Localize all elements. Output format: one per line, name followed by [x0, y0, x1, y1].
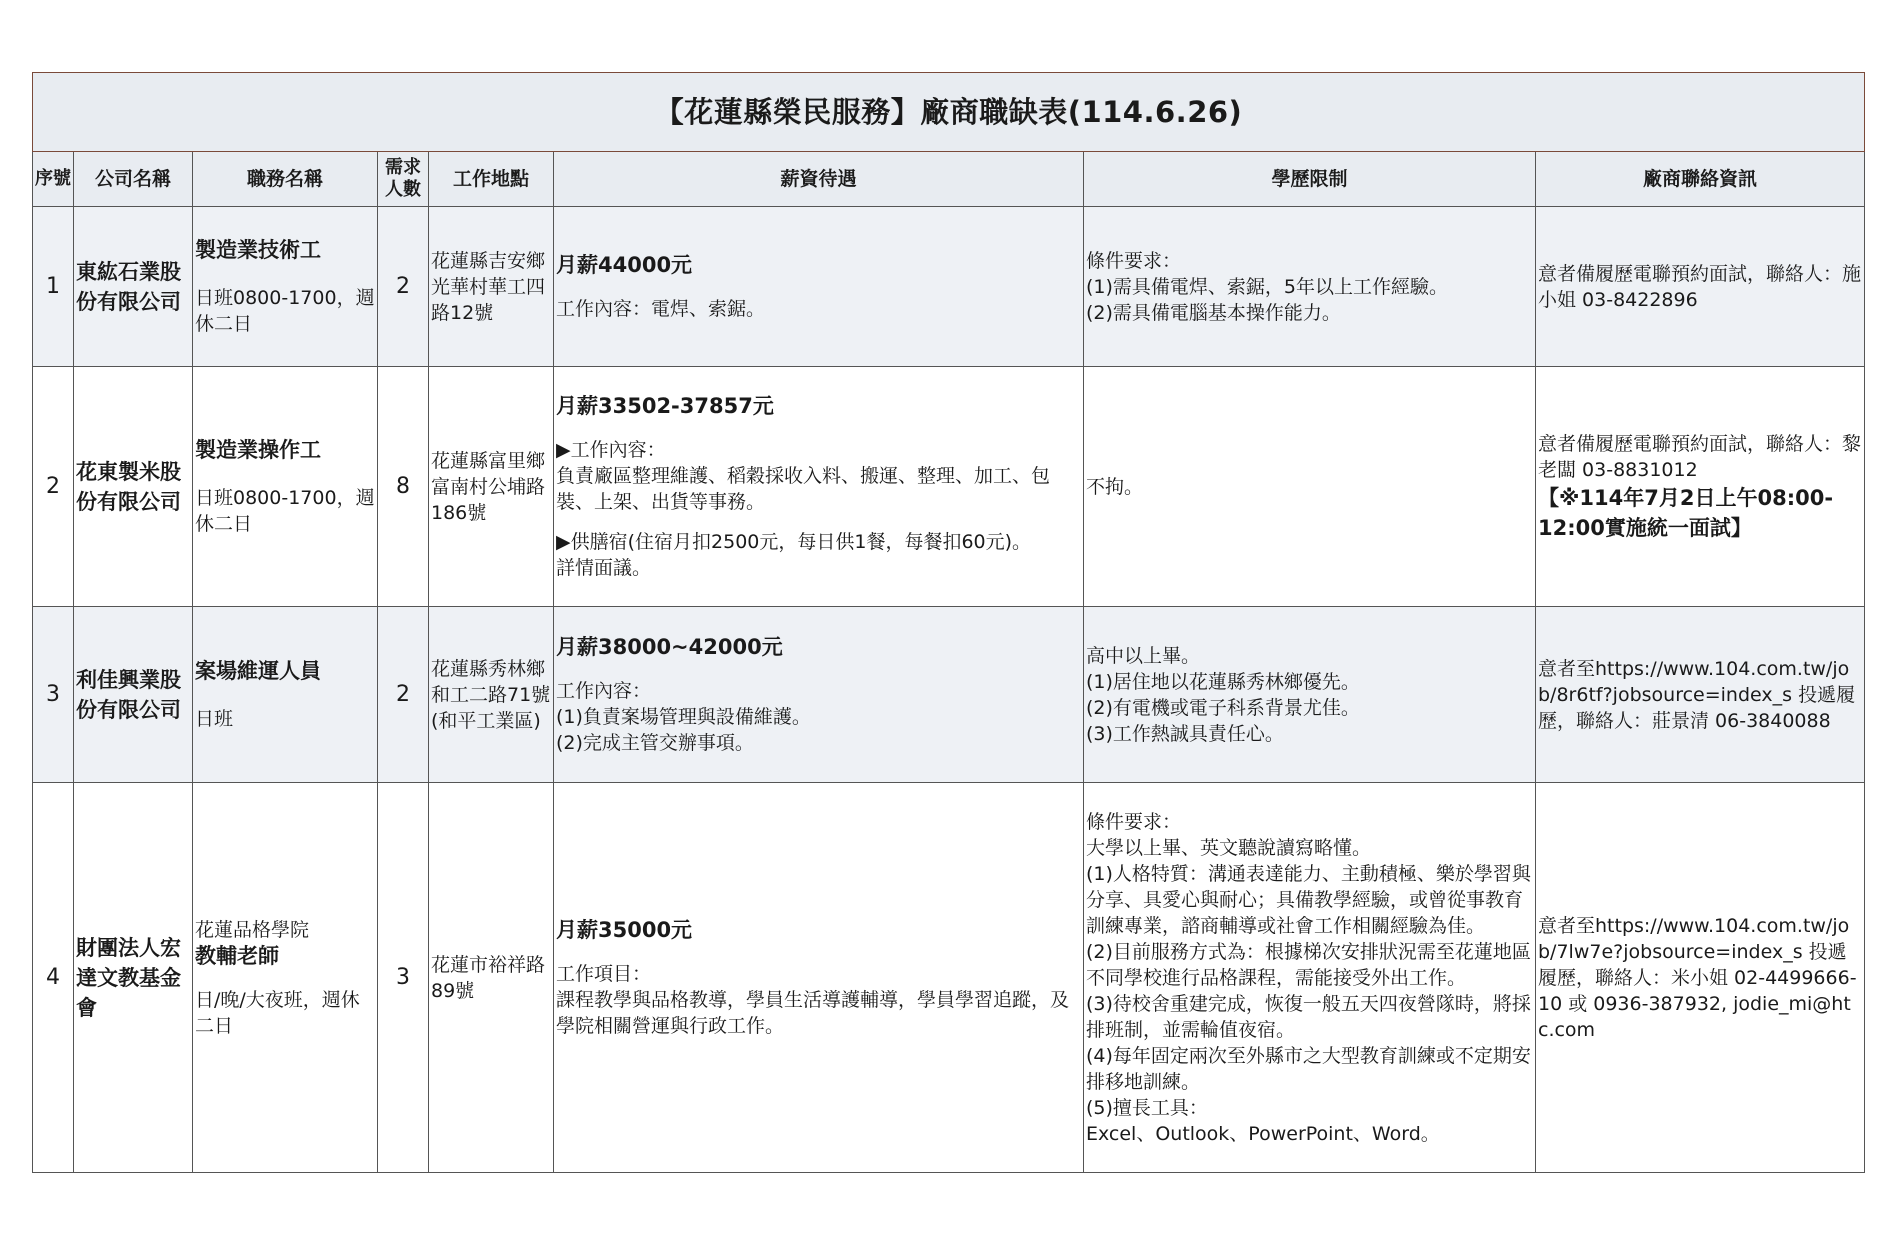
- row-salary-cell: [554, 607, 1084, 783]
- header-company: 公司名稱: [74, 152, 193, 207]
- row-company: 財團法人宏達文教基金會: [74, 783, 193, 1173]
- table-row: [33, 367, 1865, 607]
- salary-detail-line: 課程教學與品格教導，學員生活導護輔導，學員學習追蹤，及學院相關營運與行政工作。: [556, 988, 1070, 1037]
- row-location: 花蓮縣富里鄉富南村公埔路186號: [429, 367, 554, 607]
- job-vacancy-sheet: [32, 72, 1864, 1173]
- education-line: (1)需具備電焊、索鋸，5年以上工作經驗。: [1086, 275, 1449, 298]
- row-location: 花蓮市裕祥路89號: [429, 783, 554, 1173]
- header-job: 職務名稱: [193, 152, 378, 207]
- row-count: 3: [378, 783, 429, 1173]
- row-count: 8: [378, 367, 429, 607]
- salary-detail-line: 工作內容：電焊、索鋸。: [556, 297, 766, 320]
- table-row: [33, 207, 1865, 367]
- row-location: 花蓮縣吉安鄉光華村華工四路12號: [429, 207, 554, 367]
- education-line: (2)需具備電腦基本操作能力。: [1086, 301, 1341, 324]
- row-company: 花東製米股份有限公司: [74, 367, 193, 607]
- header-seq: 序號: [33, 152, 74, 207]
- contact-info: 意者至https://www.104.com.tw/job/8r6tf?jobsource=index_s 投遞履歷，聯絡人：莊景清 06-3840088: [1538, 657, 1856, 732]
- row-location: 花蓮縣秀林鄉和工二路71號(和平工業區): [429, 607, 554, 783]
- salary-detail-line: ▶供膳宿(住宿月扣2500元，每日供1餐，每餐扣60元)。: [556, 530, 1032, 553]
- header-salary: 薪資待遇: [554, 152, 1084, 207]
- vacancy-table: [32, 72, 1865, 1173]
- salary-amount: 月薪33502-37857元: [556, 393, 774, 418]
- education-line: 高中以上畢。: [1086, 644, 1201, 667]
- education-line: 條件要求：: [1086, 249, 1182, 272]
- row-salary-cell: [554, 367, 1084, 607]
- salary-amount: 月薪44000元: [556, 252, 693, 277]
- salary-detail-line: 工作內容：: [556, 679, 652, 702]
- header-location: 工作地點: [429, 152, 554, 207]
- row-seq: 2: [33, 367, 74, 607]
- education-line: (1)人格特質：溝通表達能力、主動積極、樂於學習與分享、具愛心與耐心；具備教學經驗，或曾從事教育訓練專業，諮商輔導或社會工作相關經驗為佳。: [1086, 862, 1531, 937]
- row-contact-cell: [1536, 207, 1865, 367]
- row-education-cell: [1084, 367, 1536, 607]
- table-title: 【花蓮縣榮民服務】廠商職缺表(114.6.26): [33, 73, 1865, 152]
- salary-amount: 月薪35000元: [556, 917, 693, 942]
- spacer: [556, 515, 1081, 529]
- row-education-cell: [1084, 207, 1536, 367]
- row-company: 東紘石業股份有限公司: [74, 207, 193, 367]
- header-count: 需求人數: [378, 152, 429, 207]
- row-education-cell: [1084, 607, 1536, 783]
- row-seq: 1: [33, 207, 74, 367]
- header-row: [33, 152, 1865, 207]
- row-education-cell: [1084, 783, 1536, 1173]
- row-job-cell: [193, 367, 378, 607]
- row-salary-cell: [554, 783, 1084, 1173]
- row-salary-cell: [554, 207, 1084, 367]
- row-count: 2: [378, 607, 429, 783]
- education-line: (3)待校舍重建完成，恢復一般五天四夜營隊時，將採排班制，並需輪值夜宿。: [1086, 992, 1531, 1041]
- row-seq: 3: [33, 607, 74, 783]
- row-count: 2: [378, 207, 429, 367]
- contact-info: 意者備履歷電聯預約面試，聯絡人：施小姐 03-8422896: [1538, 262, 1862, 311]
- job-schedule: 日班0800-1700，週休二日: [195, 486, 375, 535]
- row-contact-cell: [1536, 607, 1865, 783]
- interview-notice: 【※114年7月2日上午08:00-12:00實施統一面試】: [1538, 485, 1834, 540]
- salary-detail-line: ▶工作內容：: [556, 438, 666, 461]
- education-line: (3)工作熱誠具責任心。: [1086, 722, 1284, 745]
- table-row: [33, 783, 1865, 1173]
- row-job-cell: [193, 783, 378, 1173]
- table-row: [33, 607, 1865, 783]
- job-title: 製造業技術工: [195, 237, 321, 262]
- education-line: 大學以上畢、英文聽說讀寫略懂。: [1086, 836, 1372, 859]
- education-line: (4)每年固定兩次至外縣市之大型教育訓練或不定期安排移地訓練。: [1086, 1044, 1531, 1093]
- row-contact-cell: [1536, 783, 1865, 1173]
- salary-amount: 月薪38000~42000元: [556, 634, 783, 659]
- header-contact: 廠商聯絡資訊: [1536, 152, 1865, 207]
- row-contact-cell: [1536, 367, 1865, 607]
- job-title: 教輔老師: [195, 943, 279, 968]
- education-line: 不拘。: [1086, 475, 1144, 498]
- education-line: (2)有電機或電子科系背景尤佳。: [1086, 696, 1360, 719]
- row-seq: 4: [33, 783, 74, 1173]
- contact-info: 意者備履歷電聯預約面試，聯絡人：黎老闆 03-8831012: [1538, 432, 1862, 481]
- salary-detail-line: 詳情面議。: [556, 556, 652, 579]
- salary-detail-line: 負責廠區整理維護、稻穀採收入料、搬運、整理、加工、包裝、上架、出貨等事務。: [556, 464, 1051, 513]
- row-job-cell: [193, 607, 378, 783]
- education-line: (1)居住地以花蓮縣秀林鄉優先。: [1086, 670, 1360, 693]
- salary-detail-line: (1)負責案場管理與設備維護。: [556, 705, 811, 728]
- salary-detail-line: 工作項目：: [556, 962, 652, 985]
- education-line: (5)擅長工具：: [1086, 1096, 1208, 1119]
- job-department: 花蓮品格學院: [195, 918, 310, 941]
- row-job-cell: [193, 207, 378, 367]
- job-schedule: 日/晚/大夜班，週休二日: [195, 988, 360, 1037]
- education-line: (2)目前服務方式為：根據梯次安排狀況需至花蓮地區不同學校進行品格課程，需能接受外出工作。: [1086, 940, 1531, 989]
- job-title: 案場維運人員: [195, 658, 321, 683]
- header-education: 學歷限制: [1084, 152, 1536, 207]
- job-schedule: 日班0800-1700，週休二日: [195, 286, 375, 335]
- job-title: 製造業操作工: [195, 437, 321, 462]
- contact-info: 意者至https://www.104.com.tw/job/7lw7e?jobsource=index_s 投遞履歷，聯絡人：米小姐 02-4499666-10 或 0936-387932, jodie_mi@htc.com: [1538, 914, 1857, 1041]
- education-line: Excel、Outlook、PowerPoint、Word。: [1086, 1122, 1440, 1145]
- salary-detail-line: (2)完成主管交辦事項。: [556, 731, 754, 754]
- job-schedule: 日班: [195, 707, 234, 730]
- row-company: 利佳興業股份有限公司: [74, 607, 193, 783]
- education-line: 條件要求：: [1086, 810, 1182, 833]
